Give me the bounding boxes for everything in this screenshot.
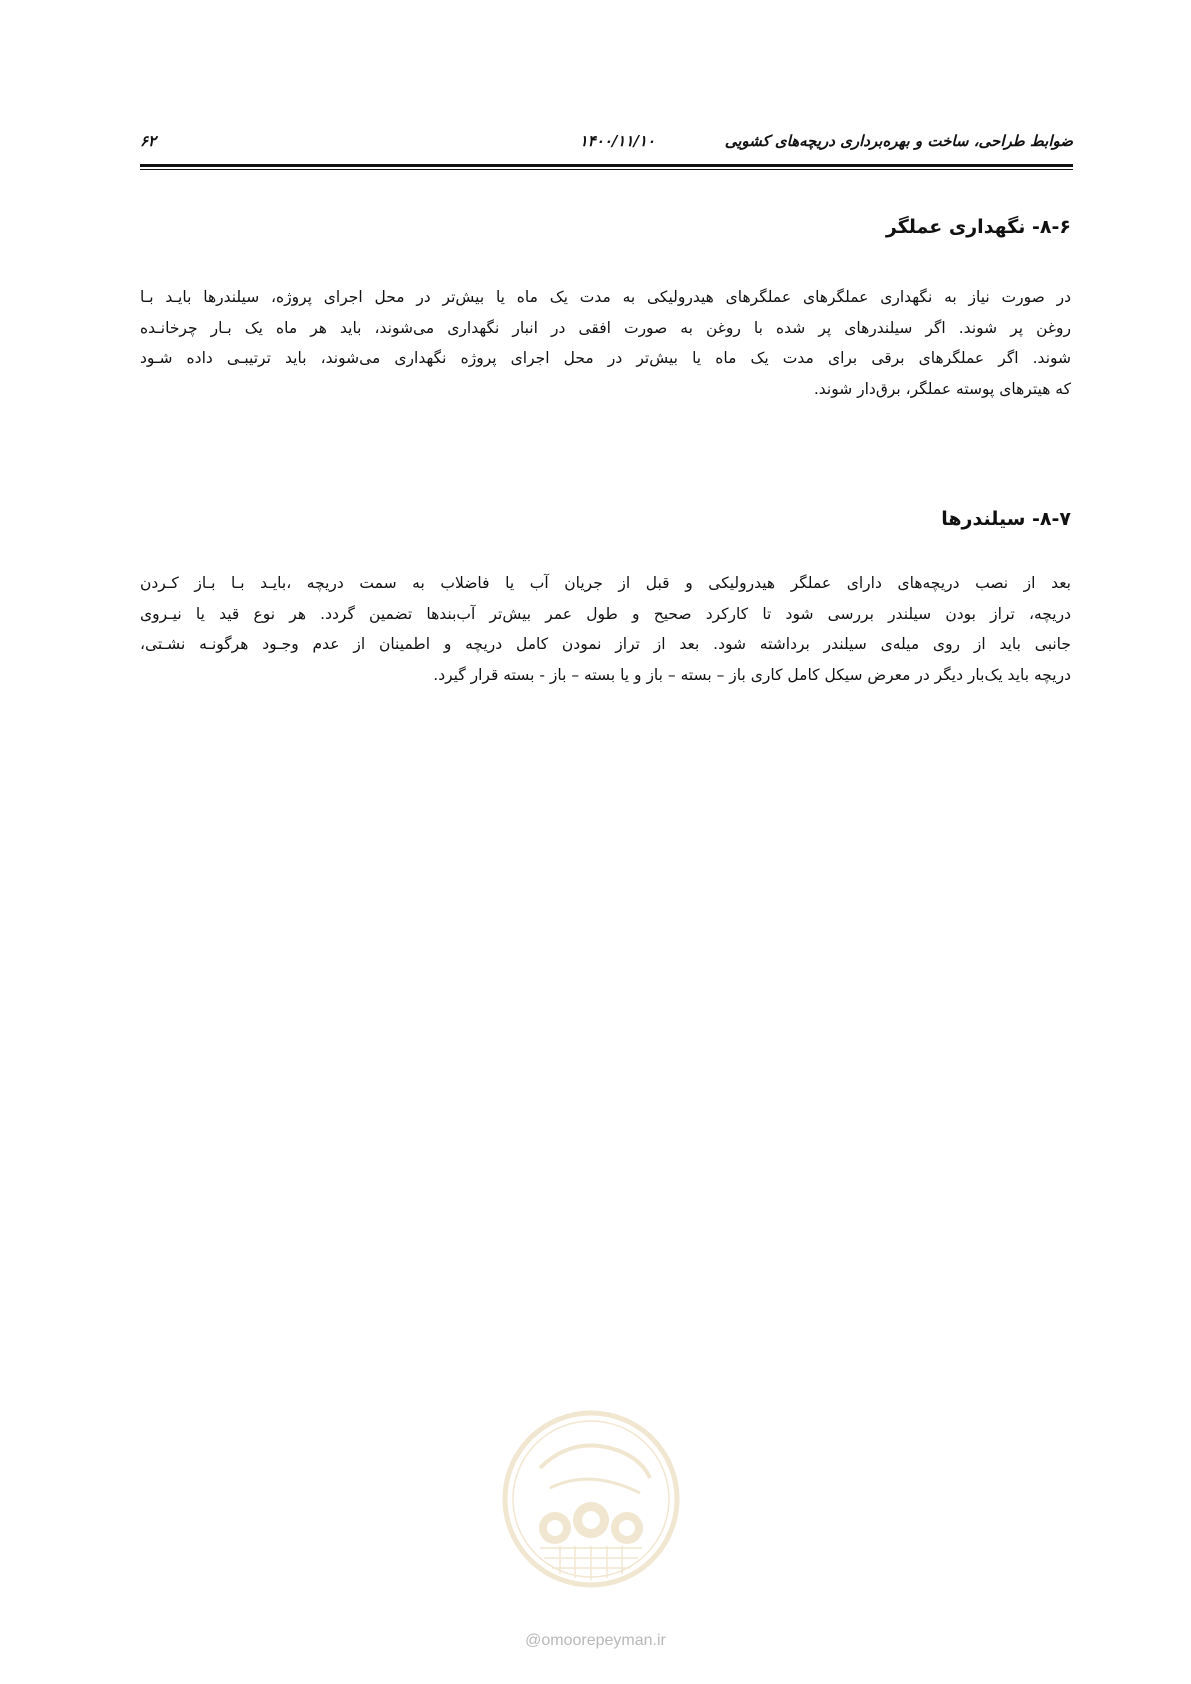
paragraph-line: دریچه، تراز بودن سیلندر بررسی شود تا کارکرد صحیح و طول عمر بیش‌تر آب‌بندها تضمین گردد. هر نوع قید یا نیـروی [140, 604, 1071, 623]
header-date: ۱۴۰۰/۱۱/۱۰ [579, 132, 655, 150]
section-heading: ۸-۶- نگهداری عملگر [885, 216, 1071, 238]
paragraph-line: دریچه باید یک‌بار دیگر در معرض سیکل کامل کاری باز – بسته – باز و یا بسته – باز - بسته قرار گیرد. [433, 665, 1071, 684]
section-paragraph [140, 568, 1071, 690]
watermark-url: @omoorepeyman.ir [525, 1632, 666, 1649]
header-rule-thin [140, 169, 1073, 170]
page-header [140, 124, 1073, 154]
header-title: ضوابط طراحی، ساخت و بهره‌برداری دریچه‌های کشویی [724, 132, 1073, 150]
page-number: ۶۲ [140, 132, 157, 150]
paragraph-line: بعد از نصب دریچه‌های دارای عملگر هیدرولیکی و قبل از جریان آب یا فاضلاب به سمت دریچه ،بایـد بـا بـاز کـردن [140, 574, 1071, 592]
header-rule-thick [140, 164, 1073, 167]
paragraph-line: جانبی باید از روی میله‌ی سیلندر برداشته شود. بعد از تراز نمودن کامل دریچه و اطمینان از عدم وجـود هرگونـه نشـتی، [140, 635, 1071, 653]
paragraph-line: شوند. اگر عملگرهای برقی برای مدت یک ماه یا بیش‌تر در محل اجرای پروژه نگهداری می‌شوند، باید ترتیبـی داده شـود [140, 349, 1071, 367]
watermark-logo [500, 1408, 682, 1590]
paragraph-line: که هیترهای پوسته عملگر، برق‌دار شوند. [813, 379, 1071, 398]
section-paragraph [140, 282, 1071, 404]
paragraph-line: در صورت نیاز به نگهداری عملگرهای عملگرهای هیدرولیکی به مدت یک ماه یا بیش‌تر در محل اجرای پروژه، سیلندرها بایـد بـا [140, 288, 1071, 306]
section-heading: ۸-۷- سیلندرها [941, 508, 1071, 530]
paragraph-line: روغن پر شوند. اگر سیلندرهای پر شده با روغن به صورت افقی در انبار نگهداری می‌شوند، باید هر ماه یک بـار چرخانـده [140, 318, 1071, 337]
